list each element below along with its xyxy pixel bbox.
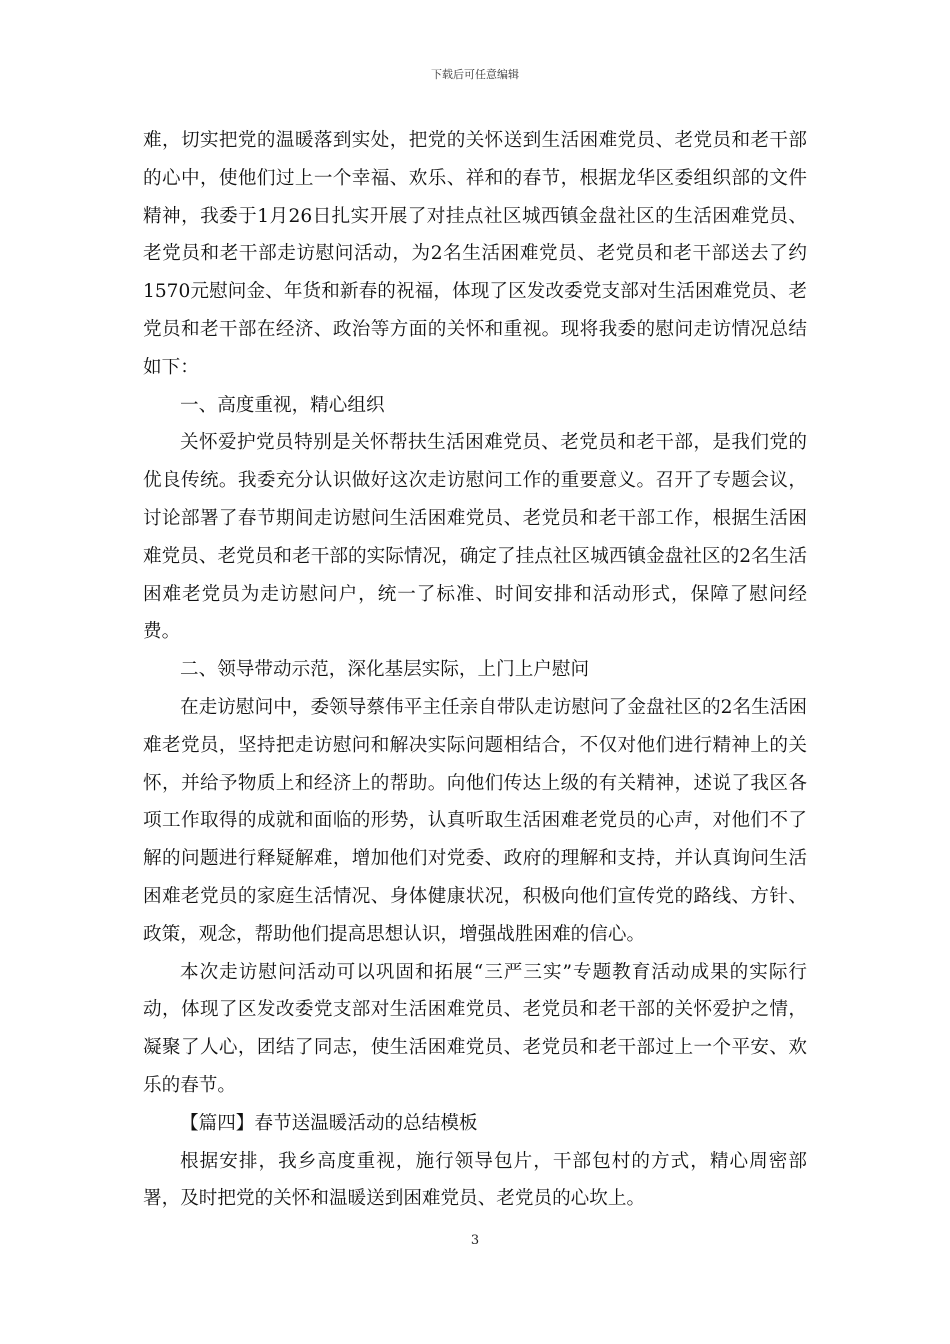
paragraph-part-four-intro: 根据安排，我乡高度重视，施行领导包片，干部包村的方式，精心周密部署，及时把党的关怀和温暖送到困难党员、老党员的心坎上。: [143, 1150, 807, 1210]
paragraph-section-2: 在走访慰问中，委领导蔡伟平主任亲自带队走访慰问了金盘社区的2名生活困难老党员，坚持把走访慰问和解决实际问题相结合，不仅对他们进行精神上的关怀，并给予物质上和经济上的帮助。向他们传达上级的有关精神，述说了我区各项工作取得的成就和面临的形势，认真听取生活困难老党员的心声，对他们不了解的问题进行释疑解难，增加他们对党委、政府的理解和支持，并认真询问生活困难老党员的家庭生活情况、身体健康状况，积极向他们宣传党的路线、方针、政策，观念，帮助他们提高思想认识，增强战胜困难的信心。: [143, 696, 807, 945]
section-heading-1: 一、高度重视，精心组织: [180, 394, 385, 416]
page-header-note: 下载后可任意编辑: [431, 68, 519, 81]
paragraph-summary: 本次走访慰问活动可以巩固和拓展“三严三实”专题教育活动成果的实际行动，体现了区发改委党支部对生活困难党员、老党员和老干部的关怀爱护之情，凝聚了人心，团结了同志，使生活困难党员、老党员和老干部过上一个平安、欢乐的春节。: [143, 961, 807, 1096]
section-heading-2: 二、领导带动示范，深化基层实际，上门上户慰问: [180, 659, 590, 681]
document-body: [143, 122, 807, 1218]
paragraph-intro-continuation: 难，切实把党的温暖落到实处，把党的关怀送到生活困难党员、老党员和老干部的心中，使他们过上一个幸福、欢乐、祥和的春节，根据龙华区委组织部的文件精神，我委于1月26日扎实开展了对挂点社区城西镇金盘社区的生活困难党员、老党员和老干部走访慰问活动，为2名生活困难党员、老党员和老干部送去了约1570元慰问金、年货和新春的祝福，体现了区发改委党支部对生活困难党员、老党员和老干部在经济、政治等方面的关怀和重视。现将我委的慰问走访情况总结如下：: [143, 130, 807, 378]
chapter-heading-part-four: 【篇四】春节送温暖活动的总结模板: [180, 1112, 478, 1134]
page-number: 3: [470, 1233, 480, 1248]
paragraph-section-1: 关怀爱护党员特别是关怀帮扶生活困难党员、老党员和老干部，是我们党的优良传统。我委充分认识做好这次走访慰问工作的重要意义。召开了专题会议，讨论部署了春节期间走访慰问生活困难党员、老党员和老干部工作，根据生活困难党员、老党员和老干部的实际情况，确定了挂点社区城西镇金盘社区的2名生活困难老党员为走访慰问户，统一了标准、时间安排和活动形式，保障了慰问经费。: [143, 432, 807, 643]
